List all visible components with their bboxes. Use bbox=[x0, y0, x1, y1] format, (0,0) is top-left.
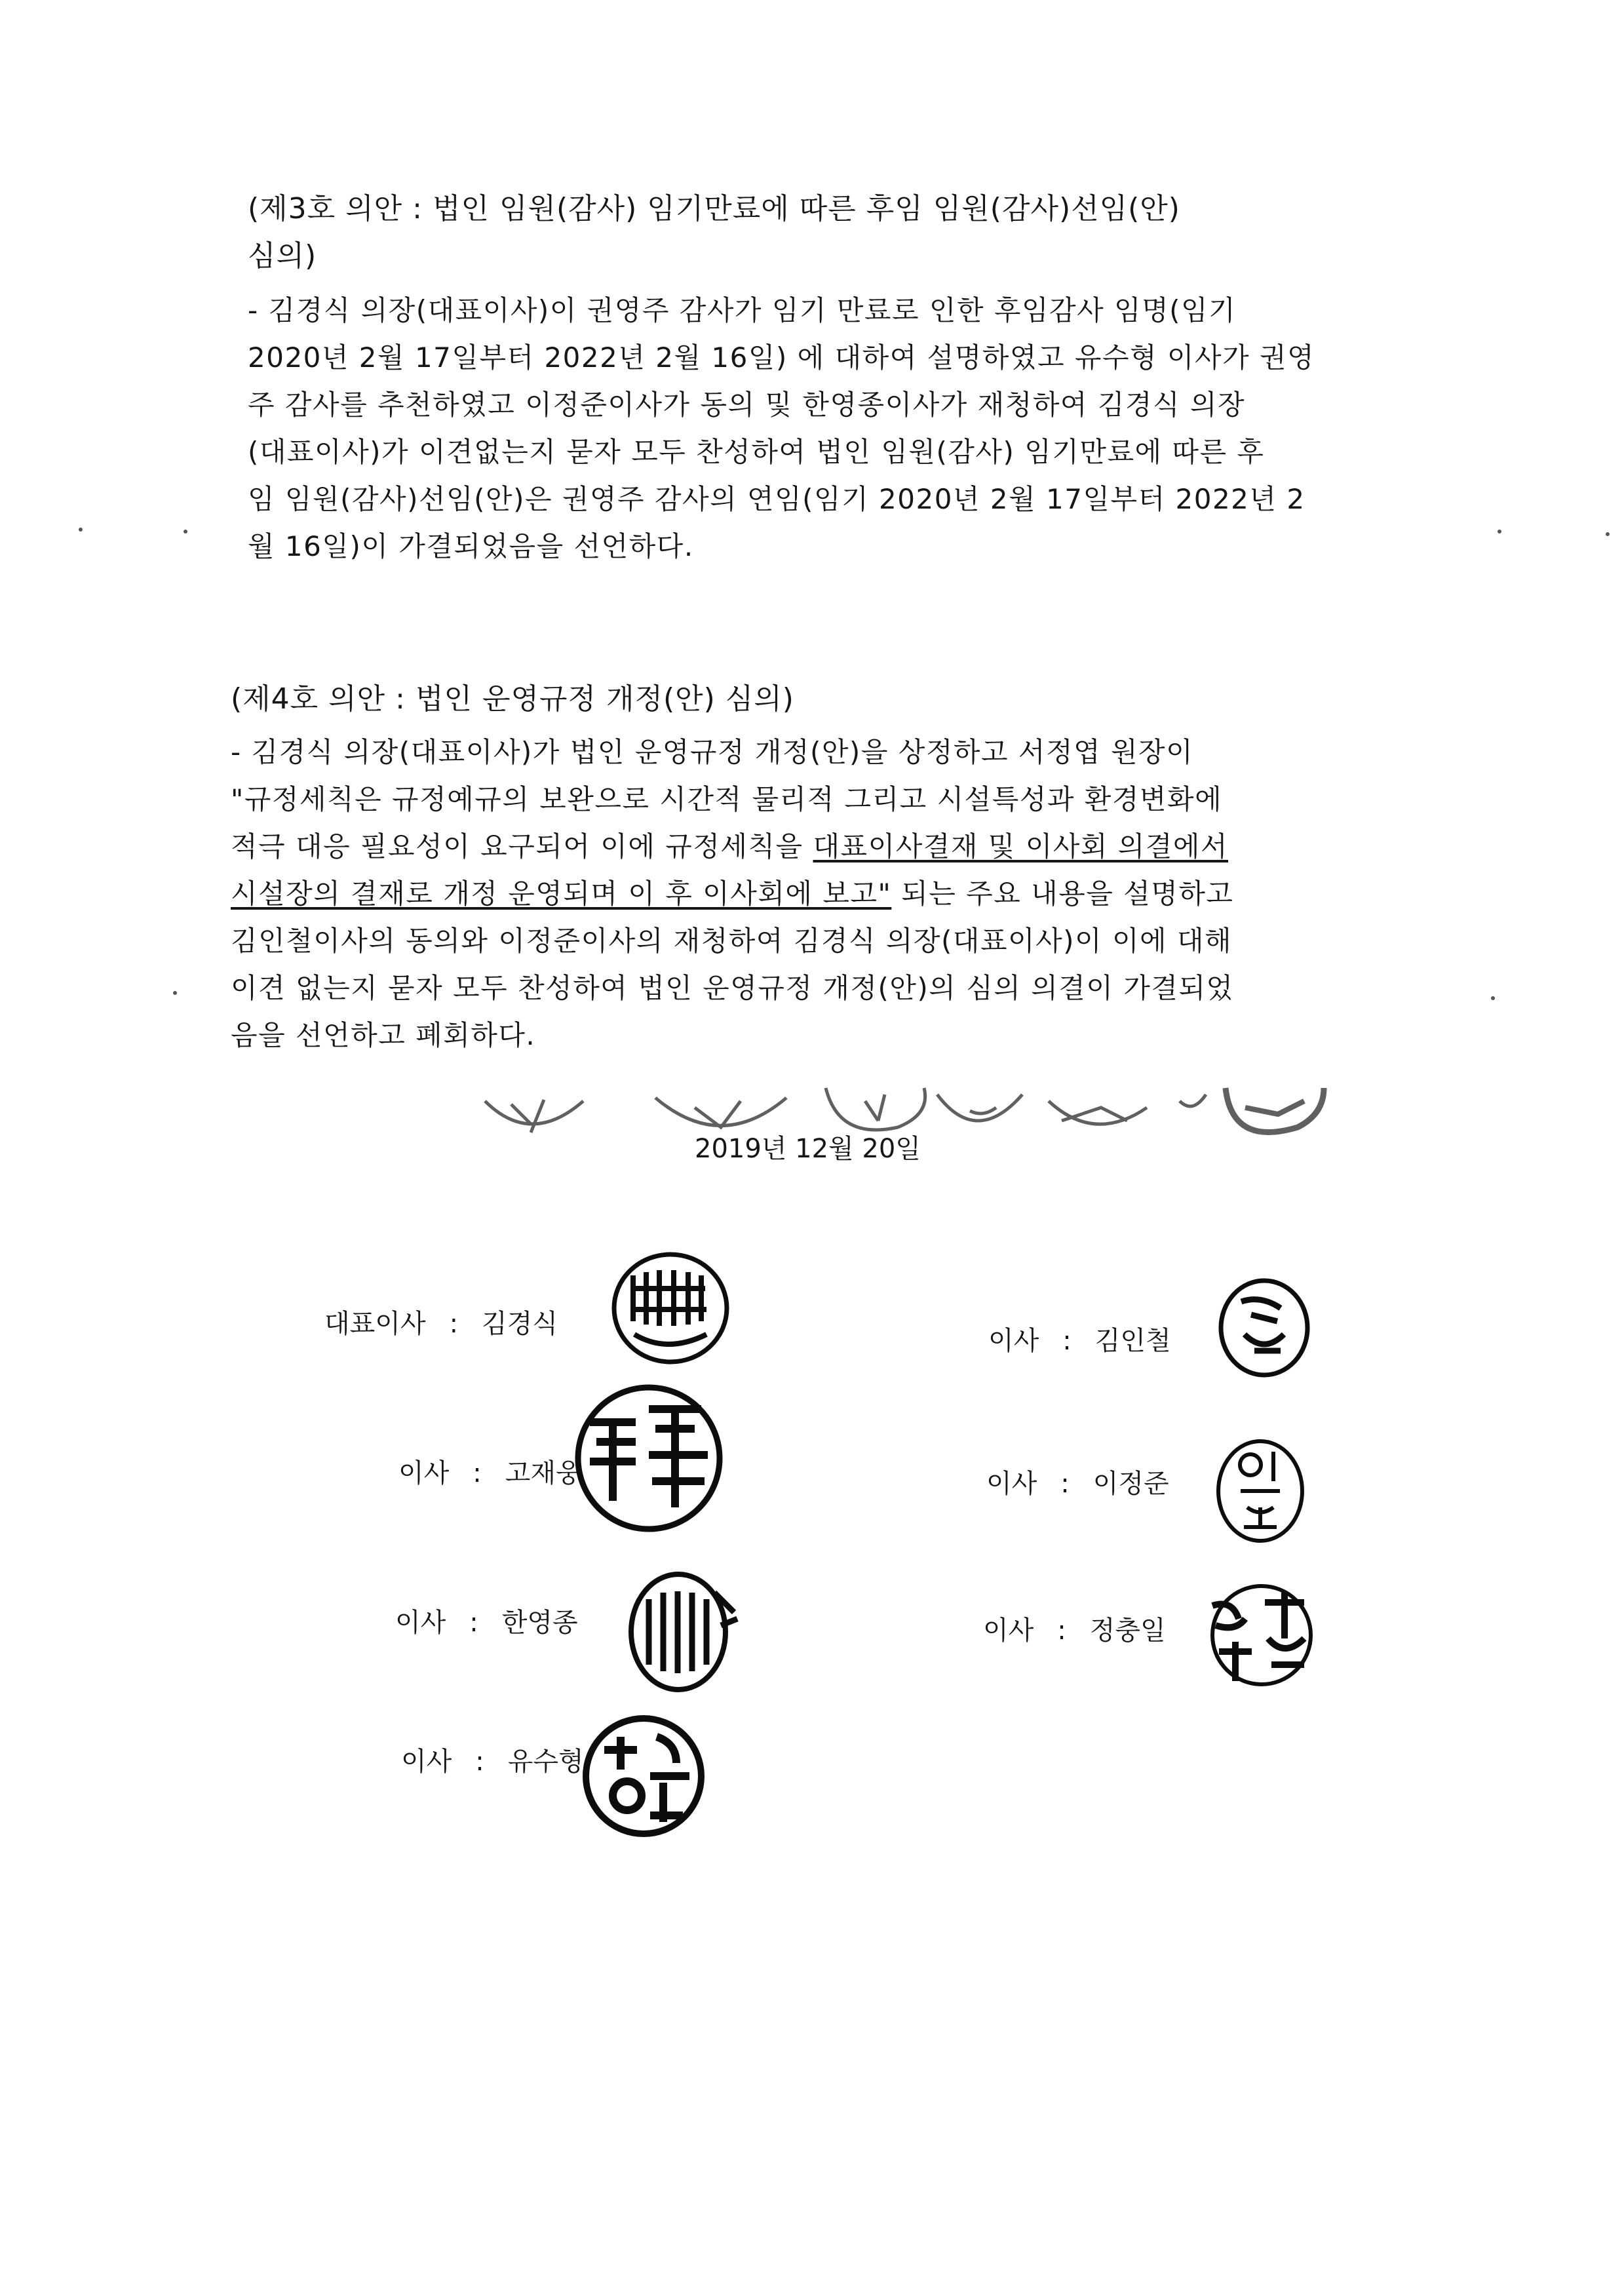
seal-han-yeongjong bbox=[623, 1566, 741, 1697]
item3-body-line: 임 임원(감사)선임(안)은 권영주 감사의 연임(임기 2020년 2월 17일부터 2022년 2 bbox=[248, 483, 1305, 515]
seal-jeong-chungil bbox=[1199, 1579, 1317, 1691]
scan-speck bbox=[1498, 530, 1501, 533]
stamp-seal-icon bbox=[1199, 1579, 1317, 1691]
stamp-seal-icon bbox=[623, 1566, 741, 1697]
signature-colon: : bbox=[1062, 1326, 1072, 1356]
item3-title-line2: 심의) bbox=[248, 239, 317, 273]
meeting-date: 2019년 12월 20일 bbox=[695, 1134, 921, 1164]
signature-row bbox=[398, 1455, 581, 1492]
signature-row bbox=[401, 1743, 584, 1780]
item4-body-line: - 김경식 의장(대표이사)가 법인 운영규정 개정(안)을 상정하고 서정엽 원장이 bbox=[231, 736, 1194, 768]
scan-speck bbox=[1491, 996, 1495, 1000]
signature-row bbox=[986, 1465, 1169, 1502]
signature-colon: : bbox=[1060, 1469, 1070, 1499]
item3-body-line: 2020년 2월 17일부터 2022년 2월 16일) 에 대하여 설명하였고 유수형 이사가 권영 bbox=[248, 341, 1315, 374]
stamp-seal-icon bbox=[1211, 1435, 1309, 1547]
item3-body bbox=[248, 287, 1315, 570]
signature-role: 대표이사 bbox=[324, 1309, 426, 1339]
stamp-seal-icon bbox=[578, 1711, 709, 1842]
signature-row bbox=[395, 1604, 578, 1641]
item4-body-line bbox=[231, 823, 1234, 870]
item4-body bbox=[231, 729, 1234, 1059]
signature-role: 이사 bbox=[401, 1747, 452, 1777]
signature-name: 유수형 bbox=[507, 1747, 584, 1777]
item4-line3-text: 적극 대응 필요성이 요구되어 이에 규정세칙을 bbox=[231, 830, 813, 862]
signature-row bbox=[988, 1323, 1171, 1359]
scan-speck bbox=[79, 528, 83, 532]
signature-colon: : bbox=[473, 1458, 482, 1488]
signature-colon: : bbox=[449, 1309, 459, 1339]
signature-role: 이사 bbox=[398, 1458, 450, 1488]
signature-colon: : bbox=[1057, 1616, 1066, 1646]
item4-underlined-text: 시설장의 결재로 개정 운영되며 이 후 이사회에 보고" bbox=[231, 878, 892, 910]
seal-lee-jeongjun bbox=[1211, 1435, 1309, 1547]
seal-go-jaeung bbox=[570, 1383, 727, 1534]
item4-body-line: "규정세칙은 규정예규의 보완으로 시간적 물리적 그리고 시설특성과 환경변화에 bbox=[231, 783, 1223, 815]
signature-role: 이사 bbox=[983, 1616, 1034, 1646]
signature-name: 이정준 bbox=[1092, 1469, 1169, 1499]
signature-colon: : bbox=[475, 1747, 484, 1777]
signature-role: 이사 bbox=[395, 1608, 446, 1638]
item3-title-line1: (제3호 의안 : 법인 임원(감사) 임기만료에 따른 후임 임원(감사)선임(안) bbox=[248, 192, 1180, 225]
signature-name: 김인철 bbox=[1094, 1326, 1171, 1356]
signature-role: 이사 bbox=[988, 1326, 1039, 1356]
item4-body-line: 김인철이사의 동의와 이정준이사의 재청하여 김경식 의장(대표이사)이 이에 대해 bbox=[231, 925, 1233, 957]
signature-role: 이사 bbox=[986, 1469, 1037, 1499]
item3-body-line: 주 감사를 추천하였고 이정준이사가 동의 및 한영종이사가 재청하여 김경식 의장 bbox=[248, 389, 1246, 421]
item3-body-line: (대표이사)가 이견없는지 묻자 모두 찬성하여 법인 임원(감사) 임기만료에 따른 후 bbox=[248, 436, 1265, 468]
signature-colon: : bbox=[469, 1608, 478, 1638]
signature-name: 김경식 bbox=[482, 1309, 558, 1339]
item3-body-line: 월 16일)이 가결되었음을 선언하다. bbox=[248, 530, 694, 562]
seal-kim-gyeongsik bbox=[608, 1249, 733, 1367]
scan-speck bbox=[173, 991, 177, 995]
item4-title: (제4호 의안 : 법인 운영규정 개정(안) 심의) bbox=[231, 682, 794, 716]
signature-row bbox=[324, 1306, 558, 1342]
item4-line4-text: 되는 주요 내용을 설명하고 bbox=[891, 878, 1234, 910]
signature-row bbox=[983, 1612, 1166, 1649]
stamp-seal-icon bbox=[608, 1249, 733, 1367]
item4-body-line bbox=[231, 870, 1234, 918]
signature-name: 고재웅 bbox=[505, 1458, 581, 1488]
item4-body-line: 이견 없는지 묻자 모두 찬성하여 법인 운영규정 개정(안)의 심의 의결이 가결되었 bbox=[231, 972, 1234, 1004]
item4-body-line: 음을 선언하고 폐회하다. bbox=[231, 1019, 536, 1051]
item3-body-line: - 김경식 의장(대표이사)이 권영주 감사가 임기 만료로 인한 후임감사 임명(임기 bbox=[248, 294, 1237, 326]
scan-speck bbox=[184, 530, 187, 533]
stamp-seal-icon bbox=[1215, 1275, 1313, 1380]
signature-name: 정충일 bbox=[1089, 1616, 1166, 1646]
stamp-seal-icon bbox=[570, 1383, 727, 1534]
item4-underlined-text: 대표이사결재 및 이사회 의결에서 bbox=[813, 830, 1229, 862]
seal-yu-suhyeong bbox=[578, 1711, 709, 1842]
seal-kim-incheol bbox=[1215, 1275, 1313, 1380]
scan-speck bbox=[1606, 532, 1610, 536]
signature-name: 한영종 bbox=[501, 1608, 578, 1638]
